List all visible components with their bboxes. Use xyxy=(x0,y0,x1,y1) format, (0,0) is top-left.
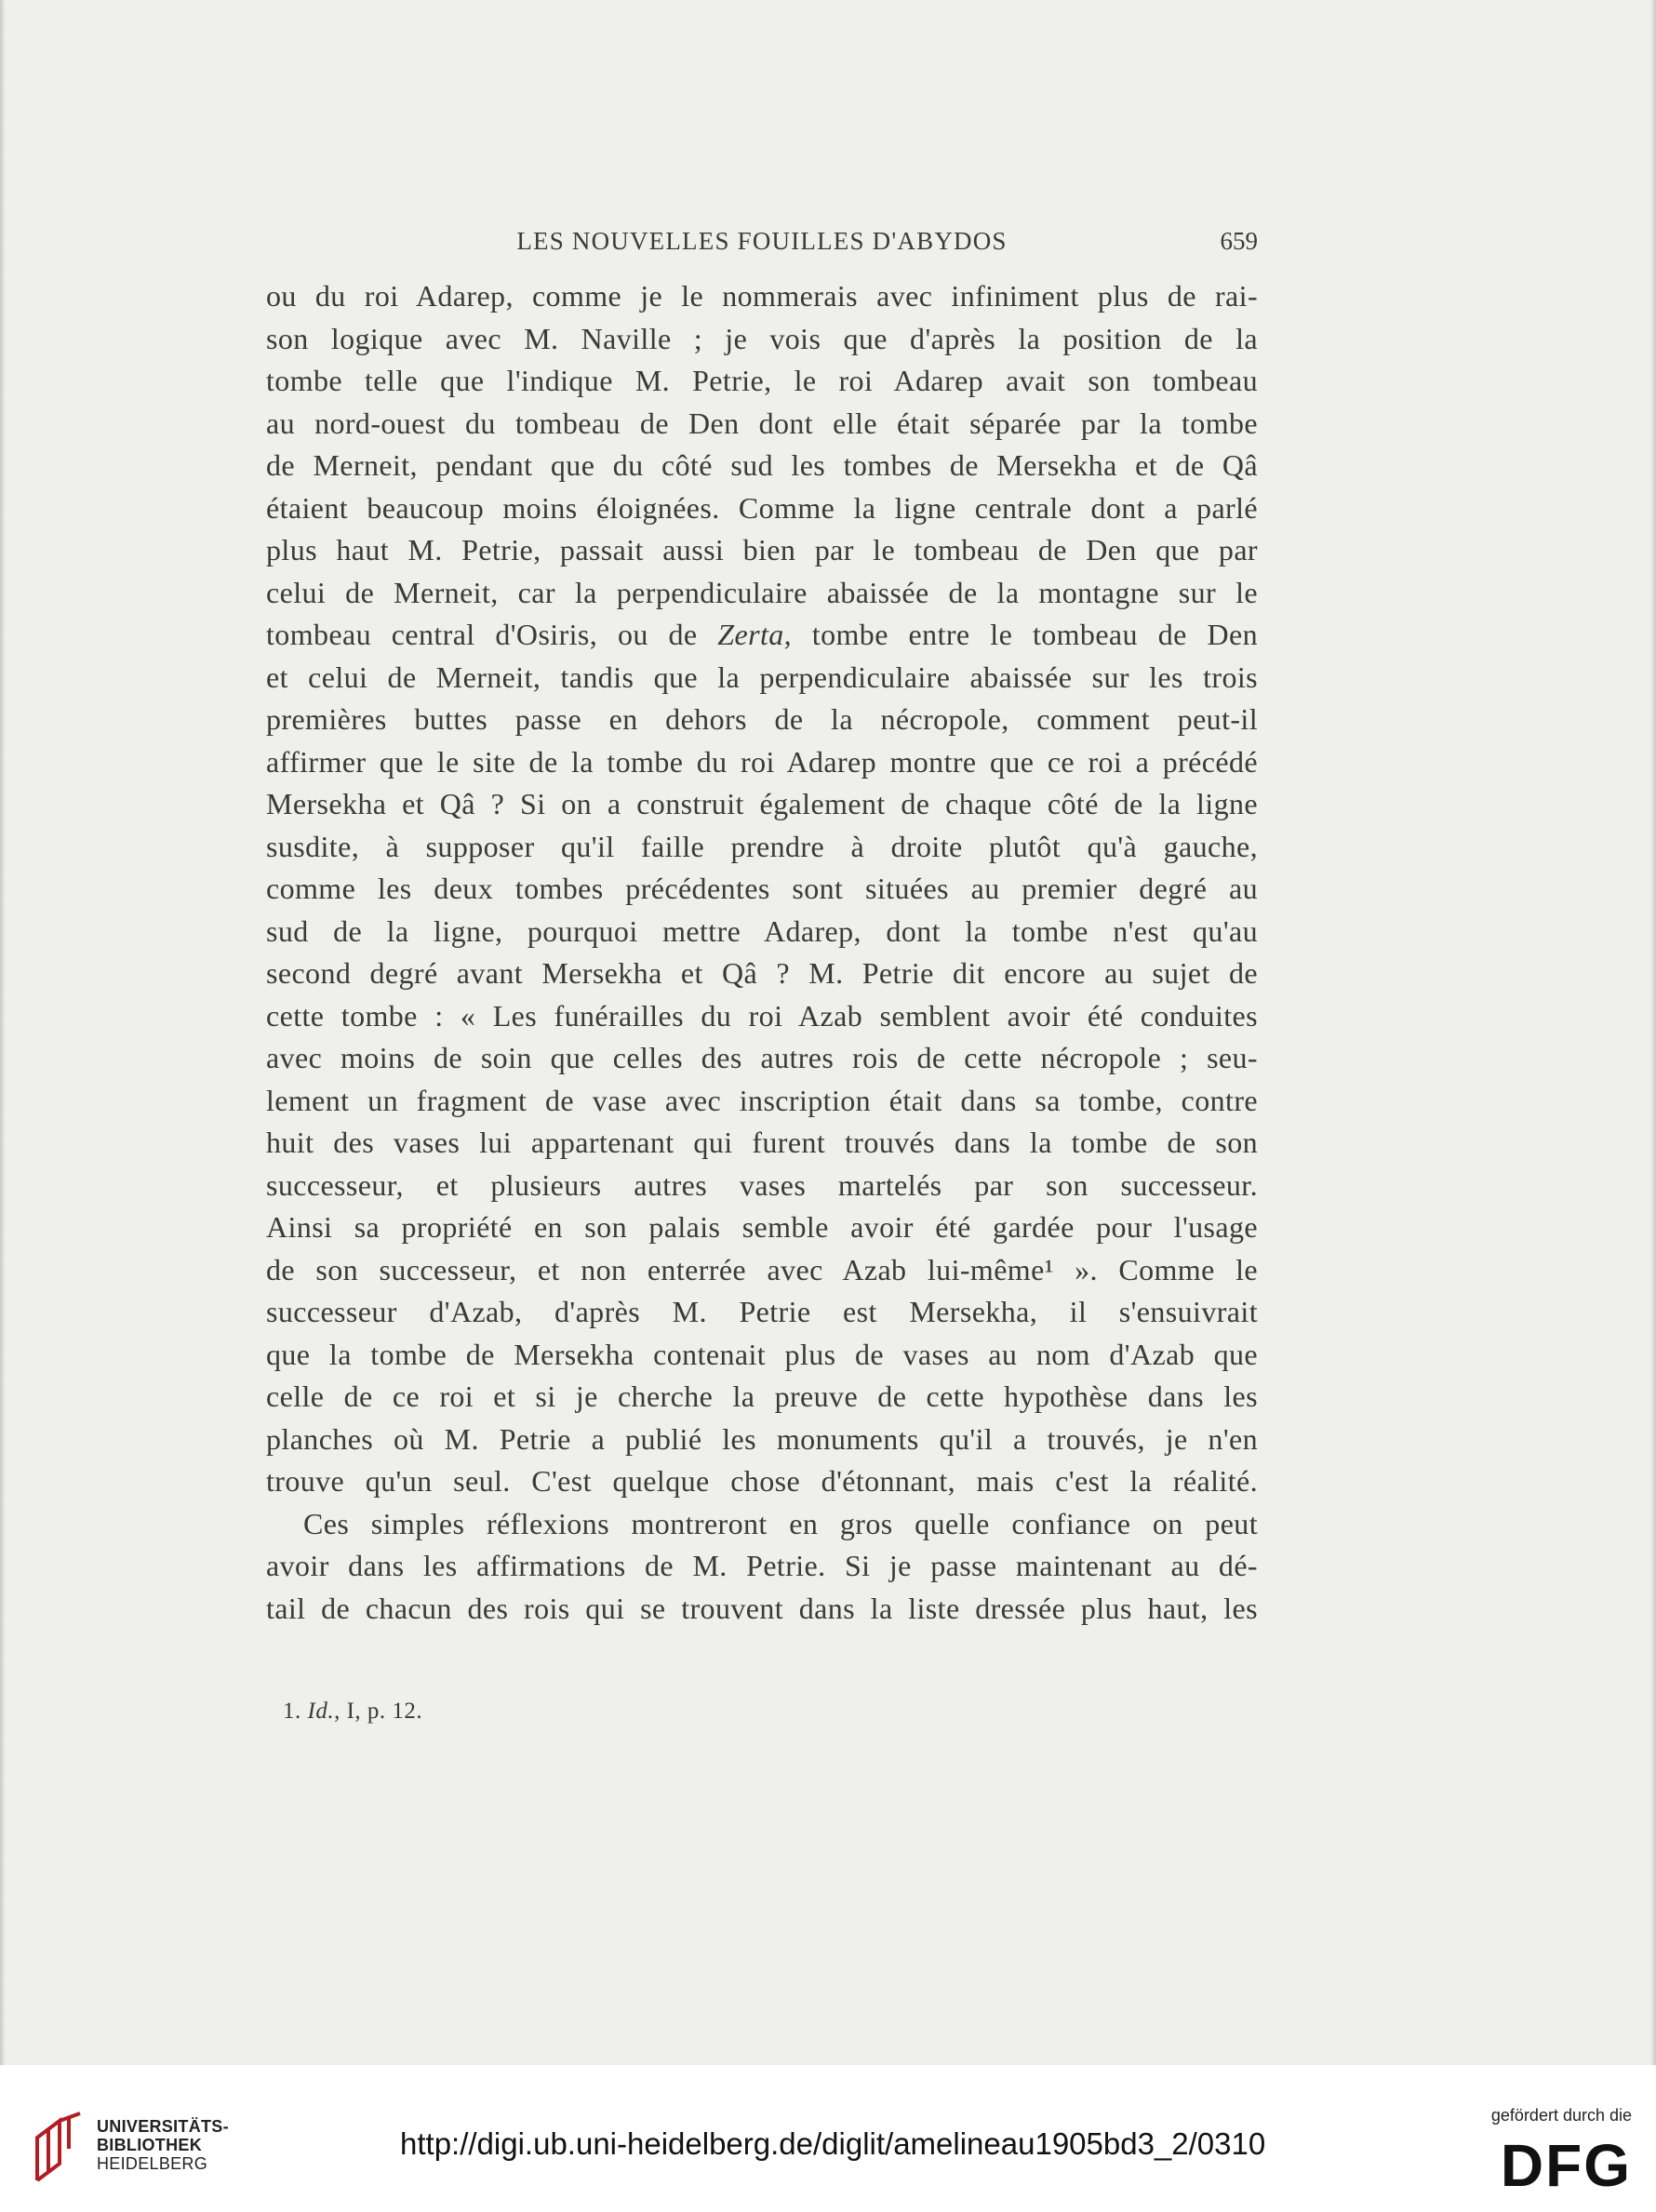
digitization-footer xyxy=(0,2065,1656,2212)
text-span: tombeau central d'Osiris, ou de xyxy=(266,618,718,651)
text-line: que la tombe de Mersekha contenait plus de vases au nom d'Azab que xyxy=(266,1337,1258,1371)
text-line: et celui de Merneit, tandis que la perpendiculaire abaissée sur les trois xyxy=(266,660,1258,694)
text-line: de son successeur, et non enterrée avec Azab lui-même¹ ». Comme le xyxy=(266,1252,1258,1286)
running-title: LES NOUVELLES FOUILLES D'ABYDOS xyxy=(516,227,1008,255)
text-line: successeur d'Azab, d'après M. Petrie est Mersekha, il s'ensuivrait xyxy=(266,1295,1258,1328)
text-line: celui de Merneit, car la perpendiculaire abaissée de la montagne sur le xyxy=(266,575,1258,609)
library-name xyxy=(97,2117,229,2173)
text-line: second degré avant Mersekha et Qâ ? M. Petrie dit encore au sujet de xyxy=(266,956,1258,990)
text-line: étaient beaucoup moins éloignées. Comme la ligne centrale dont a parlé xyxy=(266,490,1258,525)
text-line: lement un fragment de vase avec inscription était dans sa tombe, contre xyxy=(266,1083,1258,1117)
text-line: successeur, et plusieurs autres vases martelés par son successeur. xyxy=(266,1167,1258,1202)
footnote-number: 1. xyxy=(283,1699,301,1724)
text-line: planches où M. Petrie a publié les monuments qu'il a trouvés, je n'en xyxy=(266,1421,1258,1456)
italic-term: Zerta xyxy=(717,618,784,651)
page-number: 659 xyxy=(1220,227,1258,255)
text-line: Ces simples réflexions montreront en gros quelle confiance on peut xyxy=(303,1506,1258,1540)
footnote xyxy=(283,1699,422,1725)
body-text xyxy=(266,275,1258,1630)
university-library-logo-icon xyxy=(28,2112,86,2182)
text-line: avec moins de soin que celles des autres rois de cette nécropole ; seu- xyxy=(266,1041,1258,1074)
funded-by-label: gefördert durch die xyxy=(1490,2106,1632,2125)
text-line: sud de la ligne, pourquoi mettre Adarep, dont la tombe n'est qu'au xyxy=(266,913,1258,948)
text-line: premières buttes passe en dehors de la nécropole, comment peut-il xyxy=(266,702,1258,736)
library-line-1: UNIVERSITÄTS- xyxy=(97,2117,229,2136)
text-line: celle de ce roi et si je cherche la preuve de cette hypothèse dans les xyxy=(266,1379,1258,1413)
text-span: , tombe entre le tombeau de Den xyxy=(783,618,1258,651)
text-line: comme les deux tombes précédentes sont situées au premier degré au xyxy=(266,872,1258,905)
text-line xyxy=(266,614,1258,657)
text-line: susdite, à supposer qu'il faille prendre à droite plutôt qu'à gauche, xyxy=(266,829,1258,863)
library-line-2: BIBLIOTHEK xyxy=(97,2136,202,2154)
text-line: trouve qu'un seul. C'est quelque chose d'étonnant, mais c'est la réalité. xyxy=(266,1464,1258,1498)
text-line: tail de chacun des rois qui se trouvent dans la liste dressée plus haut, les xyxy=(266,1591,1258,1625)
text-line: affirmer que le site de la tombe du roi Adarep montre que ce roi a précédé xyxy=(266,744,1258,779)
text-line: son logique avec M. Naville ; je vois que d'après la position de la xyxy=(266,321,1258,355)
text-line: au nord-ouest du tombeau de Den dont elle était séparée par la tombe xyxy=(266,406,1258,440)
text-line: Mersekha et Qâ ? Si on a construit également de chaque côté de la ligne xyxy=(266,787,1258,820)
text-line: huit des vases lui appartenant qui furent trouvés dans la tombe de son xyxy=(266,1126,1258,1159)
text-line: ou du roi Adarep, comme je le nommerais avec infiniment plus de rai- xyxy=(266,279,1258,313)
footnote-ref: Id. xyxy=(307,1699,335,1724)
library-line-3: HEIDELBERG xyxy=(97,2154,208,2173)
page-edge-right xyxy=(1650,0,1656,2065)
text-line: tombe telle que l'indique M. Petrie, le roi Adarep avait son tombeau xyxy=(266,364,1258,397)
footnote-rest: , I, p. 12. xyxy=(334,1699,423,1724)
running-head xyxy=(266,227,1258,264)
text-line: de Merneit, pendant que du côté sud les tombes de Mersekha et de Qâ xyxy=(266,448,1258,482)
text-line: cette tombe : « Les funérailles du roi Azab semblent avoir été conduites xyxy=(266,998,1258,1033)
text-line: plus haut M. Petrie, passait aussi bien par le tombeau de Den que par xyxy=(266,533,1258,566)
text-line: avoir dans les affirmations de M. Petrie. Si je passe maintenant au dé- xyxy=(266,1549,1258,1582)
page-edge-left xyxy=(0,0,6,2065)
permalink[interactable]: http://digi.ub.uni-heidelberg.de/diglit/amelineau1905bd3_2/0310 xyxy=(400,2126,1266,2161)
text-line: Ainsi sa propriété en son palais semble avoir été gardée pour l'usage xyxy=(266,1210,1258,1244)
dfg-logo: DFG xyxy=(1500,2132,1632,2199)
